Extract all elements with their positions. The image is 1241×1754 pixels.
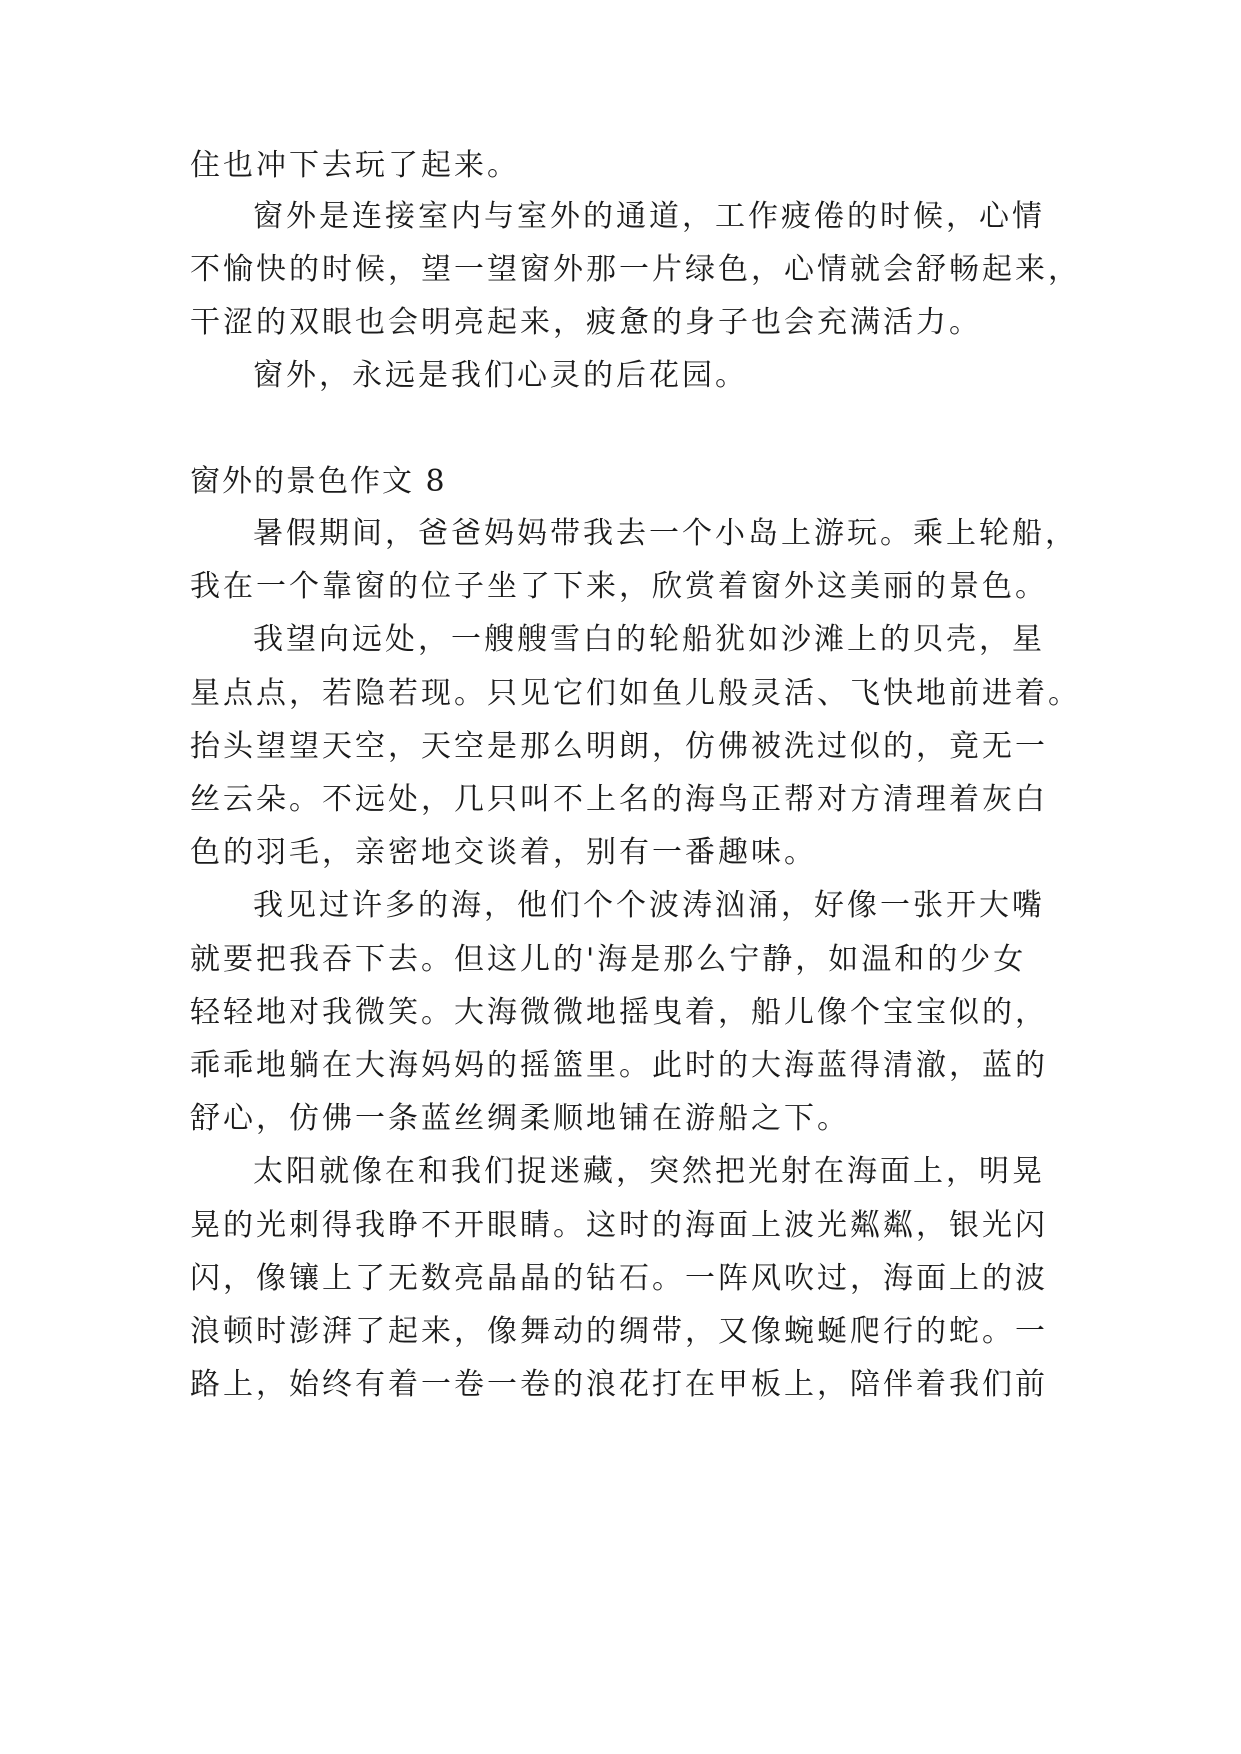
text-line: 乖乖地躺在大海妈妈的摇篮里。此时的大海蓝得清澈，蓝的 [190,1048,1048,1083]
text-line: 星点点，若隐若现。只见它们如鱼儿般灵活、飞快地前进着。 [190,676,1081,711]
text-line: 色的羽毛，亲密地交谈着，别有一番趣味。 [190,835,817,870]
text-line: 暑假期间，爸爸妈妈带我去一个小岛上游玩。乘上轮船， [253,516,1078,551]
section-title: 窗外的景色作文 8 [190,464,447,499]
text-line: 轻轻地对我微笑。大海微微地摇曳着，船儿像个宝宝似的， [190,995,1048,1030]
text-line: 就要把我吞下去。但这儿的'海是那么宁静，如温和的少女 [190,942,1027,977]
text-line: 浪顿时澎湃了起来，像舞动的绸带，又像蜿蜒爬行的蛇。一 [190,1314,1048,1349]
text-line: 不愉快的时候，望一望窗外那一片绿色，心情就会舒畅起来， [190,252,1081,287]
text-line: 我见过许多的海，他们个个波涛汹涌，好像一张开大嘴 [253,888,1045,923]
text-line: 窗外是连接室内与室外的通道，工作疲倦的时候，心情 [253,199,1045,234]
text-line: 晃的光刺得我睁不开眼睛。这时的海面上波光粼粼，银光闪 [190,1208,1048,1243]
text-line: 我在一个靠窗的位子坐了下来，欣赏着窗外这美丽的景色。 [190,569,1048,604]
text-line: 住也冲下去玩了起来。 [190,148,520,183]
text-line: 丝云朵。不远处，几只叫不上名的海鸟正帮对方清理着灰白 [190,782,1048,817]
text-line: 舒心，仿佛一条蓝丝绸柔顺地铺在游船之下。 [190,1101,850,1136]
text-line: 闪，像镶上了无数亮晶晶的钻石。一阵风吹过，海面上的波 [190,1261,1048,1296]
text-line: 抬头望望天空，天空是那么明朗，仿佛被洗过似的，竟无一 [190,729,1048,764]
text-line: 路上，始终有着一卷一卷的浪花打在甲板上，陪伴着我们前 [190,1367,1048,1402]
text-line: 窗外，永远是我们心灵的后花园。 [253,358,748,393]
text-line: 太阳就像在和我们捉迷藏，突然把光射在海面上，明晃 [253,1154,1045,1189]
text-line: 干涩的双眼也会明亮起来，疲惫的身子也会充满活力。 [190,305,982,340]
text-line: 我望向远处，一艘艘雪白的轮船犹如沙滩上的贝壳，星 [253,622,1045,657]
